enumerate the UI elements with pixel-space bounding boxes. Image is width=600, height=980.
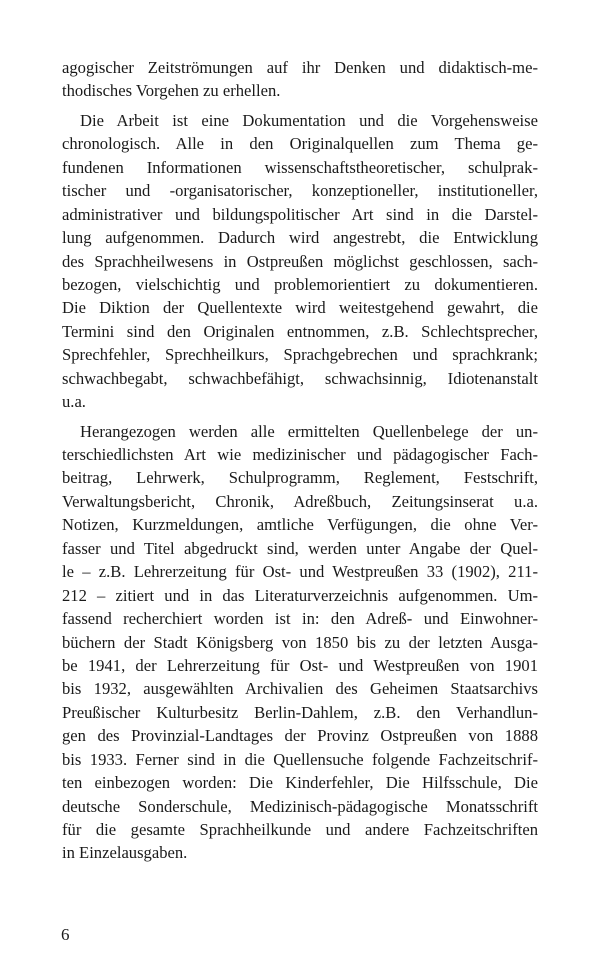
text-line: terschiedlichsten Art wie medizinischer und pädagogischer Fach- <box>62 445 538 464</box>
text-line: fundenen Informationen wissenschaftstheoretischer, schulprak- <box>62 157 538 177</box>
paragraph <box>62 109 538 414</box>
text-line: lung aufgenommen. Dadurch wird angestrebt, die Entwicklung <box>62 228 538 248</box>
text-line: beitrag, Lehrwerk, Schulprogramm, Reglement, Festschrift, <box>62 468 538 488</box>
text-line: Sprechfehler, Sprechheilkurs, Sprachgebrechen und sprachkrank; <box>62 345 538 365</box>
paragraph <box>62 420 538 865</box>
text-line: chronologisch. Alle in den Originalquellen zum Thema ge- <box>62 134 538 154</box>
text-line: fassend recherchiert worden ist in: den Adreß- und Einwohner- <box>62 609 538 629</box>
text-line: deutsche Sonderschule, Medizinisch-pädagogische Monatsschrift <box>62 796 538 816</box>
text-line: bis 1932, ausgewählten Archivalien des Geheimen Staatsarchivs <box>62 679 538 699</box>
text-line: administrativer und bildungspolitischer Art sind in die Darstel- <box>62 204 538 224</box>
text-line: gen des Provinzial-Landtages der Provinz Ostpreußen von 1888 <box>62 726 538 746</box>
text-line: bis 1933. Ferner sind in die Quellensuche folgende Fachzeitschrif- <box>62 749 538 769</box>
text-line: 212 – zitiert und in das Literaturverzeichnis aufgenommen. Um- <box>62 585 538 605</box>
page-number: 6 <box>61 925 70 944</box>
text-line: Die Diktion der Quellentexte wird weitestgehend gewahrt, die <box>62 298 538 318</box>
text-line: le – z.B. Lehrerzeitung für Ost- und Westpreußen 33 (1902), 211- <box>62 562 538 582</box>
text-line: ten einbezogen worden: Die Kinderfehler, Die Hilfsschule, Die <box>62 773 538 793</box>
text-line: Herangezogen werden alle ermittelten Quellenbelege der un- <box>80 421 538 441</box>
text-line: tischer und -organisatorischer, konzeptioneller, institutioneller, <box>62 181 538 201</box>
text-line: schwachbegabt, schwachbefähigt, schwachsinnig, Idiotenanstalt <box>62 368 538 388</box>
text-line: Preußischer Kulturbesitz Berlin-Dahlem, z.B. den Verhandlun- <box>62 702 538 722</box>
text-line: in Einzelausgaben. <box>62 843 188 863</box>
text-line: thodisches Vorgehen zu erhellen. <box>62 81 281 101</box>
text-line: fasser und Titel abgedruckt sind, werden unter Angabe der Quel- <box>62 538 538 558</box>
text-line: be 1941, der Lehrerzeitung für Ost- und Westpreußen von 1901 <box>62 655 538 675</box>
text-line: Verwaltungsbericht, Chronik, Adreßbuch, Zeitungsinserat u.a. <box>62 491 538 511</box>
text-line: Die Arbeit ist eine Dokumentation und die Vorgehensweise <box>80 110 538 130</box>
text-line: u.a. <box>62 392 86 412</box>
text-line: für die gesamte Sprachheilkunde und andere Fachzeitschriften <box>62 820 538 839</box>
text-line: des Sprachheilwesens in Ostpreußen möglichst geschlossen, sach- <box>62 251 538 271</box>
text-line: Termini sind den Originalen entnommen, z.B. Schlechtsprecher, <box>62 321 538 341</box>
text-line: büchern der Stadt Königsberg von 1850 bis zu der letzten Ausga- <box>62 632 538 652</box>
text-line: agogischer Zeitströmungen auf ihr Denken und didaktisch-me- <box>62 58 538 77</box>
paragraph <box>62 56 538 103</box>
body-text <box>62 56 538 865</box>
text-line: bezogen, vielschichtig und problemorientiert zu dokumentieren. <box>62 274 538 294</box>
text-line: Notizen, Kurzmeldungen, amtliche Verfügungen, die ohne Ver- <box>62 515 538 535</box>
